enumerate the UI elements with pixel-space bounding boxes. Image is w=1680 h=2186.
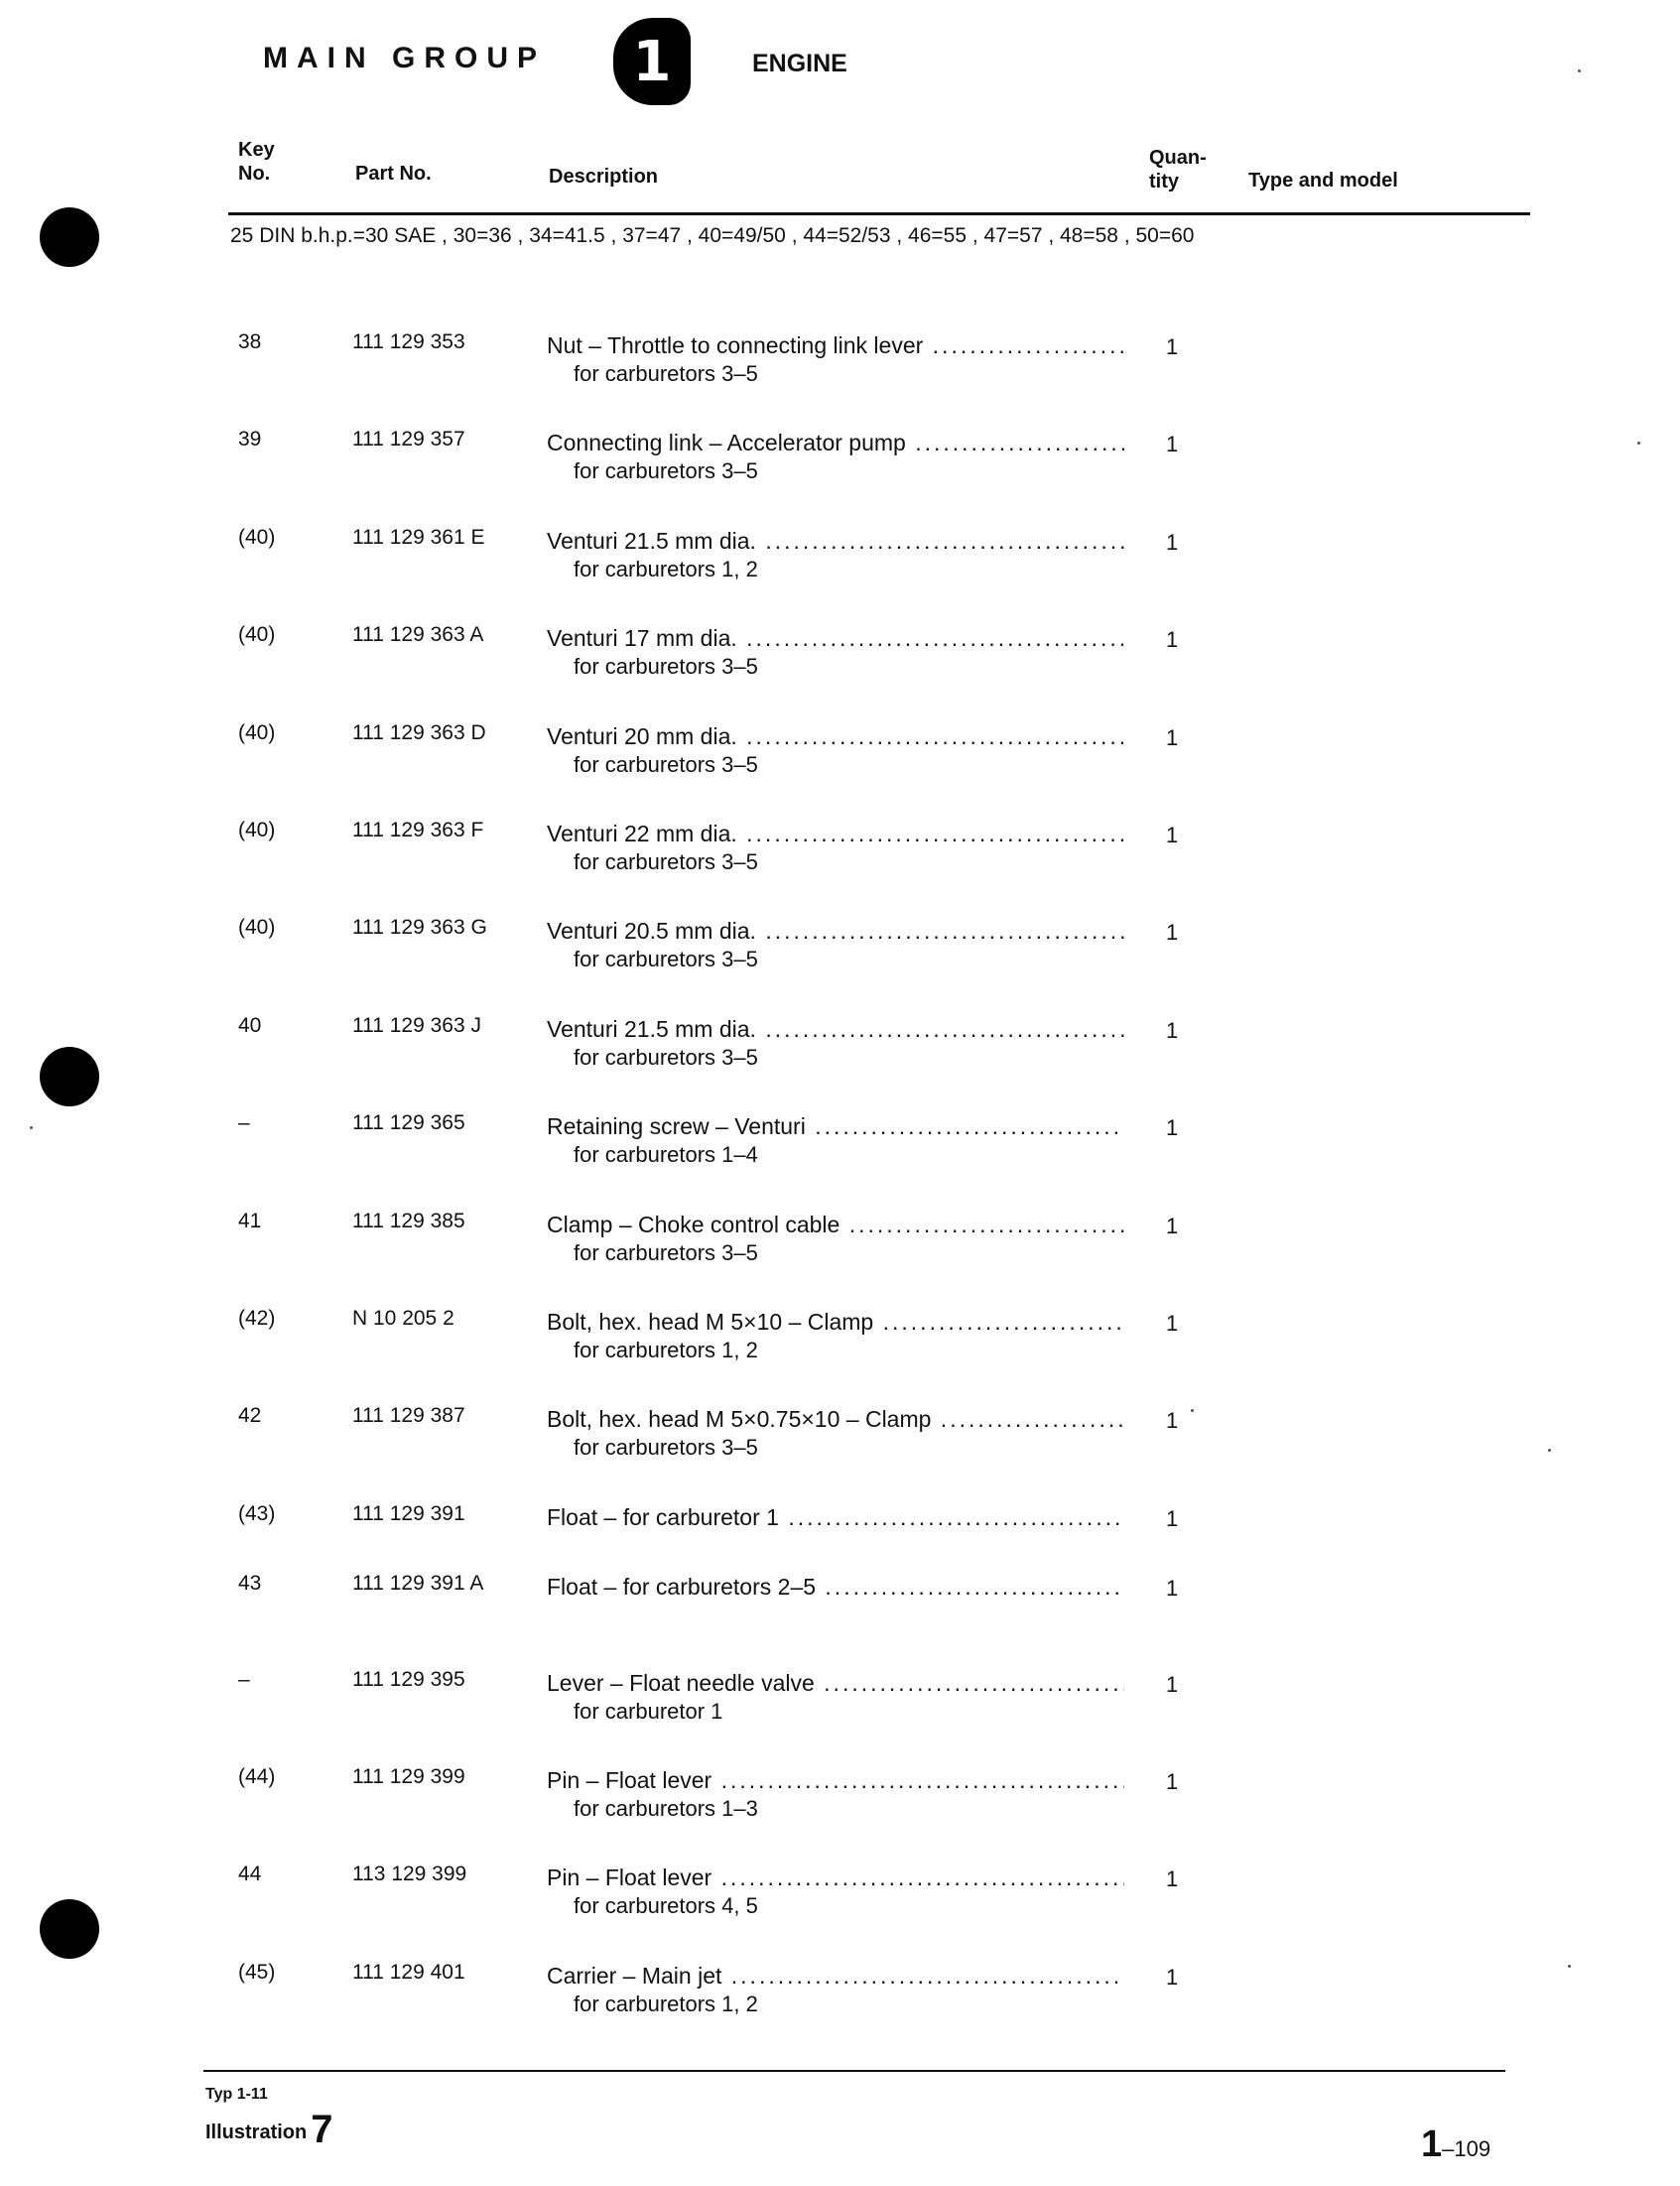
illustration-number: 7 xyxy=(311,2108,333,2151)
quantity-cell: 1 xyxy=(1166,1115,1179,1140)
description-cell: Venturi 17 mm dia. ..... xyxy=(547,625,1124,652)
application-note: for carburetors 3–5 xyxy=(574,361,758,386)
part-no-cell: 113 129 399 xyxy=(352,1863,467,1885)
col-quantity: Quan- tity xyxy=(1149,147,1207,193)
quantity-cell: 1 xyxy=(1166,1672,1179,1697)
application-note: for carburetors 1–3 xyxy=(574,1796,758,1821)
description-cell: Float – for carburetor 1 ..... xyxy=(547,1504,1124,1531)
description-cell: Bolt, hex. head M 5×0.75×10 – Clamp ..... xyxy=(547,1406,1124,1433)
part-no-cell: 111 129 363 F xyxy=(352,819,484,841)
key-no-cell: (40) xyxy=(238,721,276,744)
table-row xyxy=(0,1307,1680,1396)
col-type-model: Type and model xyxy=(1248,170,1398,192)
key-no-cell: (42) xyxy=(238,1307,276,1330)
table-row xyxy=(0,428,1680,517)
description-cell: Connecting link – Accelerator pump ..... xyxy=(547,430,1124,456)
col-part-no: Part No. xyxy=(355,163,432,185)
table-row xyxy=(0,1014,1680,1103)
table-row xyxy=(0,1111,1680,1201)
application-note: for carburetors 3–5 xyxy=(574,1045,758,1070)
quantity-cell: 1 xyxy=(1166,1311,1179,1336)
footer-illustration xyxy=(205,2108,332,2152)
col-description: Description xyxy=(549,166,659,188)
table-row xyxy=(0,1765,1680,1855)
key-no-cell: – xyxy=(238,1668,250,1691)
description-cell: Venturi 22 mm dia. ..... xyxy=(547,821,1124,847)
application-note: for carburetors 1–4 xyxy=(574,1142,758,1167)
description-cell: Carrier – Main jet ..... xyxy=(547,1963,1124,1990)
table-row xyxy=(0,1961,1680,2050)
scan-speck xyxy=(1578,69,1581,72)
description-cell: Venturi 21.5 mm dia. ..... xyxy=(547,528,1124,555)
quantity-cell: 1 xyxy=(1166,1214,1179,1238)
part-no-cell: 111 129 391 xyxy=(352,1502,465,1525)
key-no-cell: (45) xyxy=(238,1961,276,1984)
table-row xyxy=(0,1668,1680,1757)
application-note: for carburetors 1, 2 xyxy=(574,557,758,581)
description-cell: Pin – Float lever ..... xyxy=(547,1767,1124,1794)
group-number-badge xyxy=(613,18,691,105)
main-group-label: MAIN GROUP xyxy=(263,42,546,74)
part-no-cell: 111 129 363 J xyxy=(352,1014,481,1037)
part-no-cell: 111 129 399 xyxy=(352,1765,465,1788)
part-no-cell: 111 129 363 A xyxy=(352,623,484,646)
application-note: for carburetors 3–5 xyxy=(574,458,758,483)
part-no-cell: 111 129 387 xyxy=(352,1404,465,1427)
key-no-cell: 44 xyxy=(238,1863,262,1885)
key-no-cell: (40) xyxy=(238,526,276,549)
key-no-cell: 39 xyxy=(238,428,262,450)
table-row xyxy=(0,623,1680,712)
description-cell: Lever – Float needle valve ..... xyxy=(547,1670,1124,1697)
quantity-cell: 1 xyxy=(1166,1506,1179,1531)
key-no-cell: (40) xyxy=(238,623,276,646)
application-note: for carburetors 1, 2 xyxy=(574,1338,758,1362)
key-no-cell: (44) xyxy=(238,1765,276,1788)
part-no-cell: 111 129 395 xyxy=(352,1668,465,1691)
key-no-cell: 43 xyxy=(238,1572,262,1595)
part-no-cell: 111 129 363 D xyxy=(352,721,486,744)
quantity-cell: 1 xyxy=(1166,530,1179,555)
key-no-cell: (40) xyxy=(238,916,276,939)
page-number xyxy=(1421,2123,1490,2166)
key-no-cell: 41 xyxy=(238,1210,262,1232)
table-row xyxy=(0,1210,1680,1299)
group-number: 1 xyxy=(632,29,672,94)
description-cell: Venturi 20 mm dia. ..... xyxy=(547,723,1124,750)
key-no-cell: – xyxy=(238,1111,250,1134)
application-note: for carburetors 1, 2 xyxy=(574,1992,758,2016)
description-cell: Venturi 20.5 mm dia. ..... xyxy=(547,918,1124,945)
table-row xyxy=(0,916,1680,1005)
quantity-cell: 1 xyxy=(1166,823,1179,847)
key-no-cell: 42 xyxy=(238,1404,262,1427)
key-no-cell: 40 xyxy=(238,1014,262,1037)
scan-speck xyxy=(1637,442,1640,445)
quantity-cell: 1 xyxy=(1166,432,1179,456)
part-no-cell: 111 129 357 xyxy=(352,428,465,450)
description-cell: Venturi 21.5 mm dia. ..... xyxy=(547,1016,1124,1043)
scan-speck xyxy=(30,1126,33,1129)
description-cell: Bolt, hex. head M 5×10 – Clamp ..... xyxy=(547,1309,1124,1336)
part-no-cell: 111 129 361 E xyxy=(352,526,485,549)
part-no-cell: 111 129 363 G xyxy=(352,916,487,939)
quantity-cell: 1 xyxy=(1166,1408,1179,1433)
table-row xyxy=(0,1404,1680,1493)
application-note: for carburetors 3–5 xyxy=(574,1240,758,1265)
footer-typ: Typ 1-11 xyxy=(205,2086,268,2103)
page-number-main: 1 xyxy=(1421,2123,1443,2165)
quantity-cell: 1 xyxy=(1166,725,1179,750)
description-cell: Retaining screw – Venturi ..... xyxy=(547,1113,1124,1140)
part-no-cell: 111 129 385 xyxy=(352,1210,465,1232)
application-note: for carburetors 3–5 xyxy=(574,849,758,874)
binder-hole-top xyxy=(40,207,99,267)
part-no-cell: N 10 205 2 xyxy=(352,1307,454,1330)
quantity-cell: 1 xyxy=(1166,920,1179,945)
table-row xyxy=(0,1572,1680,1661)
footer-rule xyxy=(203,2070,1505,2072)
application-note: for carburetors 3–5 xyxy=(574,947,758,971)
quantity-cell: 1 xyxy=(1166,1965,1179,1990)
application-note: for carburetors 4, 5 xyxy=(574,1893,758,1918)
table-row xyxy=(0,819,1680,908)
application-note: for carburetors 3–5 xyxy=(574,654,758,679)
quantity-cell: 1 xyxy=(1166,1018,1179,1043)
quantity-cell: 1 xyxy=(1166,334,1179,359)
header-rule xyxy=(228,212,1530,215)
table-row xyxy=(0,1863,1680,1952)
part-no-cell: 111 129 401 xyxy=(352,1961,465,1984)
part-no-cell: 111 129 391 A xyxy=(352,1572,484,1595)
table-row xyxy=(0,721,1680,811)
table-row xyxy=(0,330,1680,420)
quantity-cell: 1 xyxy=(1166,1866,1179,1891)
key-no-cell: (43) xyxy=(238,1502,276,1525)
application-note: for carburetors 3–5 xyxy=(574,752,758,777)
page-number-sub: –109 xyxy=(1442,2136,1491,2161)
key-no-cell: (40) xyxy=(238,819,276,841)
description-cell: Pin – Float lever ..... xyxy=(547,1865,1124,1891)
application-note: for carburetors 3–5 xyxy=(574,1435,758,1460)
quantity-cell: 1 xyxy=(1166,1576,1179,1601)
description-cell: Clamp – Choke control cable ..... xyxy=(547,1212,1124,1238)
key-no-cell: 38 xyxy=(238,330,262,353)
illustration-label: Illustration xyxy=(205,2122,308,2143)
section-title: ENGINE xyxy=(752,50,847,77)
quantity-cell: 1 xyxy=(1166,627,1179,652)
scan-speck xyxy=(1191,1409,1194,1412)
description-cell: Float – for carburetors 2–5 ..... xyxy=(547,1574,1124,1601)
scan-speck xyxy=(1568,1965,1571,1968)
part-no-cell: 111 129 353 xyxy=(352,330,465,353)
quantity-cell: 1 xyxy=(1166,1769,1179,1794)
description-cell: Nut – Throttle to connecting link lever ..... xyxy=(547,332,1124,359)
table-row xyxy=(0,526,1680,615)
col-key-no: Key No. xyxy=(238,139,275,185)
application-note: for carburetor 1 xyxy=(574,1699,723,1724)
part-no-cell: 111 129 365 xyxy=(352,1111,465,1134)
hp-equivalents: 25 DIN b.h.p.=30 SAE , 30=36 , 34=41.5 , 37=47 , 40=49/50 , 44=52/53 , 46=55 , 47=57 , 48=58 , 50=60 xyxy=(230,224,1195,247)
scan-speck xyxy=(1548,1449,1551,1452)
